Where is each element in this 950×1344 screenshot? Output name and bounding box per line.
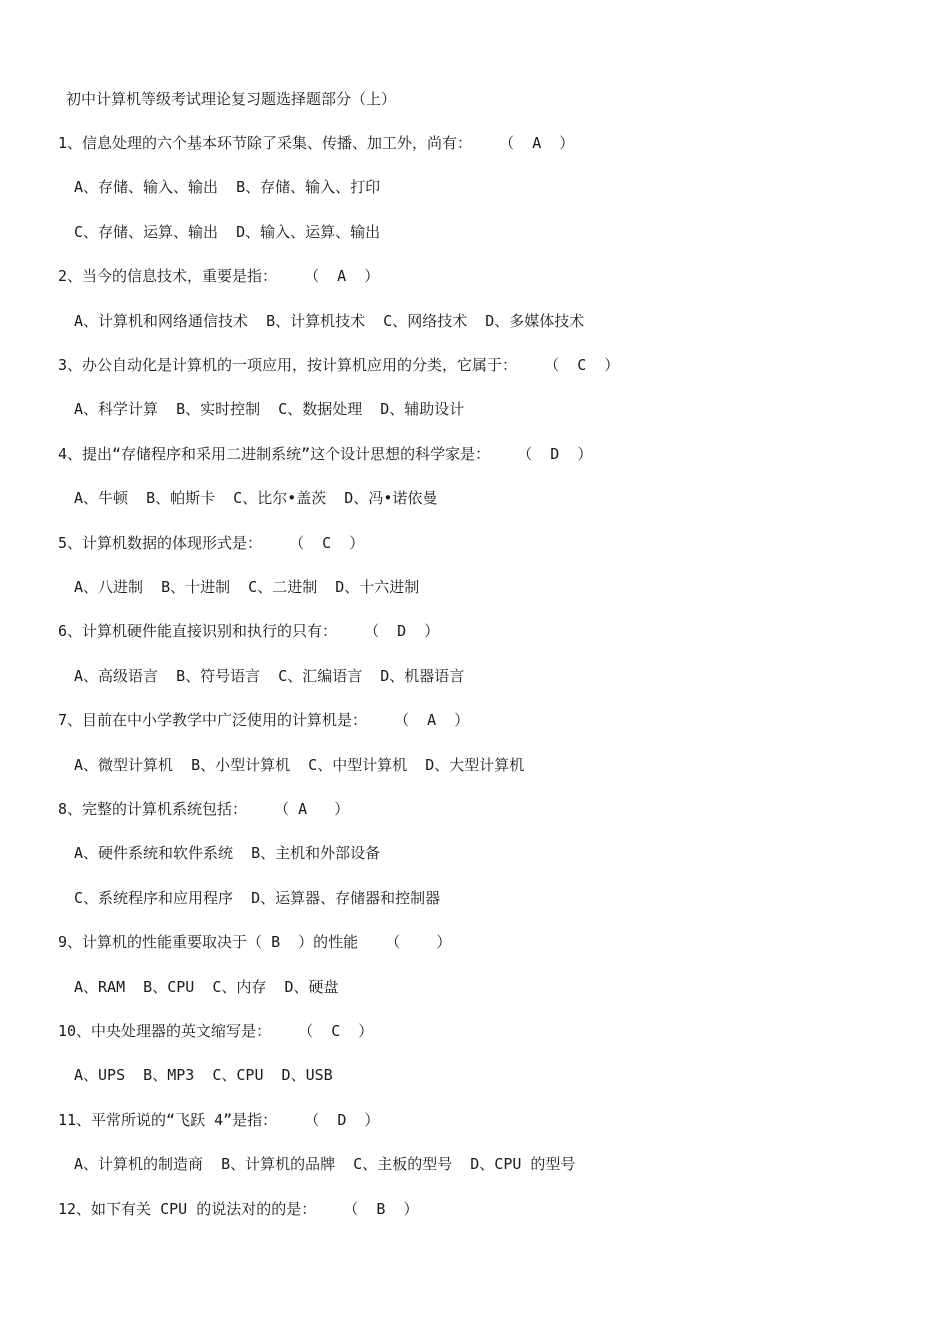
option-line: A、科学计算 B、实时控制 C、数据处理 D、辅助设计 bbox=[74, 400, 465, 418]
option-line: C、存储、运算、输出 D、输入、运算、输出 bbox=[74, 223, 381, 241]
option-line: A、计算机的制造商 B、计算机的品牌 C、主板的型号 D、CPU 的型号 bbox=[74, 1155, 576, 1173]
question-line: 3、办公自动化是计算机的一项应用，按计算机应用的分类，它属于： （ C ） bbox=[58, 356, 620, 374]
option-line: A、高级语言 B、符号语言 C、汇编语言 D、机器语言 bbox=[74, 667, 465, 685]
option-line: A、牛顿 B、帕斯卡 C、比尔•盖茨 D、冯•诺依曼 bbox=[74, 489, 438, 507]
question-line: 1、信息处理的六个基本环节除了采集、传播、加工外，尚有： （ A ） bbox=[58, 134, 575, 152]
option-line: A、微型计算机 B、小型计算机 C、中型计算机 D、大型计算机 bbox=[74, 756, 525, 774]
option-line: C、系统程序和应用程序 D、运算器、存储器和控制器 bbox=[74, 889, 441, 907]
option-line: A、UPS B、MP3 C、CPU D、USB bbox=[74, 1066, 333, 1084]
question-line: 4、提出“存储程序和采用二进制系统”这个设计思想的科学家是： （ D ） bbox=[58, 445, 593, 463]
option-line: A、存储、输入、输出 B、存储、输入、打印 bbox=[74, 178, 381, 196]
question-line: 6、计算机硬件能直接识别和执行的只有： （ D ） bbox=[58, 622, 440, 640]
question-line: 12、如下有关 CPU 的说法对的的是： （ B ） bbox=[58, 1200, 419, 1218]
option-line: A、八进制 B、十进制 C、二进制 D、十六进制 bbox=[74, 578, 420, 596]
question-line: 8、完整的计算机系统包括： （ A ） bbox=[58, 800, 350, 818]
page-title: 初中计算机等级考试理论复习题选择题部分（上） bbox=[66, 90, 397, 108]
question-line: 10、中央处理器的英文缩写是： （ C ） bbox=[58, 1022, 374, 1040]
option-line: A、RAM B、CPU C、内存 D、硬盘 bbox=[74, 978, 339, 996]
question-line: 5、计算机数据的体现形式是： （ C ） bbox=[58, 534, 365, 552]
question-line: 11、平常所说的“飞跃 4”是指： （ D ） bbox=[58, 1111, 380, 1129]
question-line: 2、当今的信息技术，重要是指： （ A ） bbox=[58, 267, 380, 285]
question-line: 9、计算机的性能重要取决于（ B ）的性能 （ ） bbox=[58, 933, 452, 951]
option-line: A、硬件系统和软件系统 B、主机和外部设备 bbox=[74, 844, 381, 862]
option-line: A、计算机和网络通信技术 B、计算机技术 C、网络技术 D、多媒体技术 bbox=[74, 312, 585, 330]
question-line: 7、目前在中小学教学中广泛使用的计算机是： （ A ） bbox=[58, 711, 470, 729]
